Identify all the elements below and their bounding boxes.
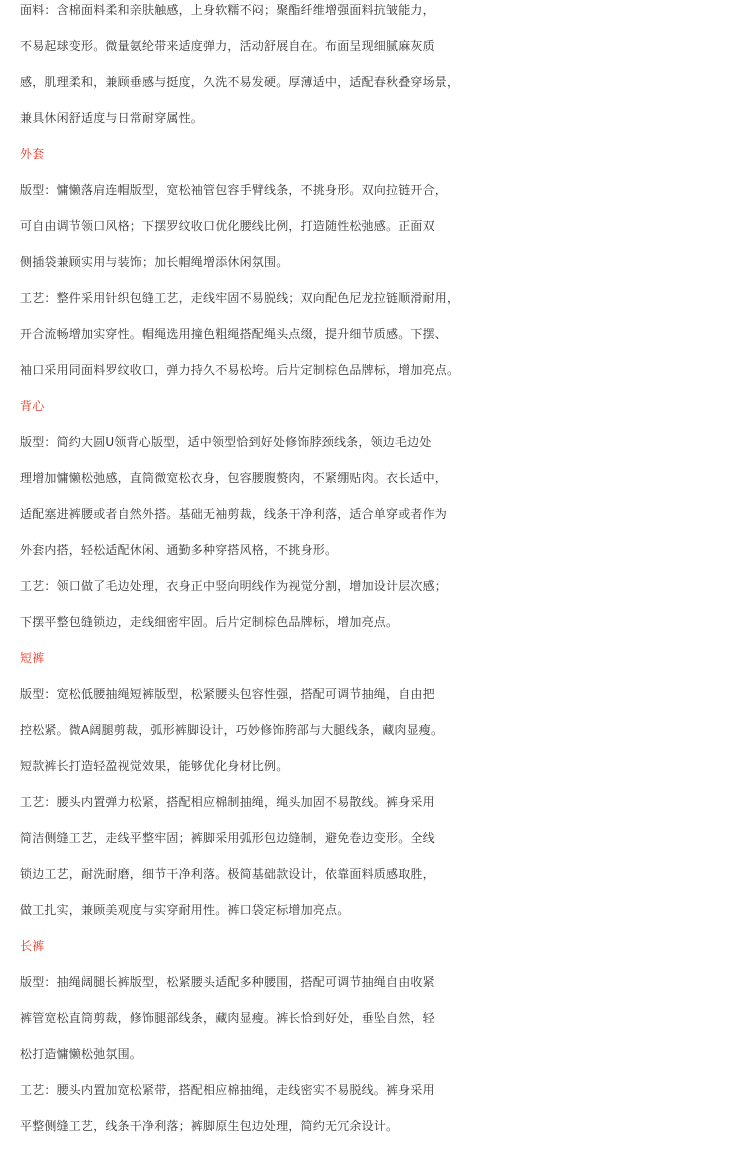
text-line: 简洁侧缝工艺，走线平整牢固；裤脚采用弧形包边缝制，避免卷边变形。全线 [20, 831, 435, 845]
text-line: 做工扎实，兼顾美观度与实穿耐用性。裤口袋定标增加亮点。 [20, 903, 350, 917]
text-line: 平整侧缝工艺，线条干净利落；裤脚原生包边处理，简约无冗余设计。 [20, 1119, 399, 1133]
shorts-section [20, 640, 736, 928]
text-line: 兼具休闲舒适度与日常耐穿属性。 [20, 111, 204, 125]
section-heading-trousers: 长裤 [20, 939, 45, 953]
jacket-section [20, 136, 736, 388]
text-line: 工艺：腰头内置弹力松紧，搭配相应棉制抽绳，绳头加固不易散线。裤身采用 [20, 795, 435, 809]
section-heading-jacket: 外套 [20, 147, 45, 161]
text-line: 工艺：领口做了毛边处理，衣身正中竖向明线作为视觉分割，增加设计层次感； [20, 579, 448, 593]
text-line: 裤管宽松直筒剪裁，修饰腿部线条，藏肉显瘦。裤长恰到好处，垂坠自然，轻 [20, 1011, 435, 1025]
text-line: 理增加慵懒松弛感，直筒微宽松衣身，包容腰腹赘肉，不紧绷贴肉。衣长适中， [20, 471, 448, 485]
fabric-section [20, 0, 736, 136]
text-line: 适配塞进裤腰或者自然外搭。基础无袖剪裁，线条干净利落，适合单穿或者作为 [20, 507, 448, 521]
text-line: 袖口采用同面料罗纹收口，弹力持久不易松垮。后片定制棕色品牌标，增加亮点。 [20, 363, 460, 377]
section-heading-vest: 背心 [20, 399, 45, 413]
text-line: 锁边工艺，耐洗耐磨，细节干净利落。极简基础款设计，依靠面料质感取胜， [20, 867, 435, 881]
text-line: 版型：慵懒落肩连帽版型，宽松袖管包容手臂线条，不挑身形。双向拉链开合， [20, 183, 448, 197]
text-line: 下摆平整包缝锁边，走线细密牢固。后片定制棕色品牌标，增加亮点。 [20, 615, 399, 629]
product-description [20, 0, 736, 1144]
text-line: 短款裤长打造轻盈视觉效果，能够优化身材比例。 [20, 759, 289, 773]
text-line: 版型：抽绳阔腿长裤版型，松紧腰头适配多种腰围，搭配可调节抽绳自由收紧 [20, 975, 435, 989]
vest-section [20, 388, 736, 640]
text-line: 开合流畅增加实穿性。帽绳选用撞色粗绳搭配绳头点缀，提升细节质感。下摆、 [20, 327, 448, 341]
text-line: 松打造慵懒松弛氛围。 [20, 1047, 143, 1061]
text-line: 感，肌理柔和，兼顾垂感与挺度，久洗不易发硬。厚薄适中，适配春秋叠穿场景， [20, 75, 460, 89]
text-line: 工艺：整件采用针织包缝工艺，走线牢固不易脱线；双向配色尼龙拉链顺滑耐用， [20, 291, 460, 305]
text-line: 侧插袋兼顾实用与装饰；加长帽绳增添休闲氛围。 [20, 255, 289, 269]
trousers-section [20, 928, 736, 1144]
text-line: 不易起球变形。微量氨纶带来适度弹力，活动舒展自在。布面呈现细腻麻灰质 [20, 39, 435, 53]
section-heading-shorts: 短裤 [20, 651, 45, 665]
text-line: 外套内搭，轻松适配休闲、通勤多种穿搭风格，不挑身形。 [20, 543, 338, 557]
text-line: 版型：简约大圆U领背心版型，适中领型恰到好处修饰脖颈线条，领边毛边处 [20, 435, 432, 449]
text-line: 面料：含棉面料柔和亲肤触感，上身软糯不闷；聚酯纤维增强面料抗皱能力， [20, 3, 435, 17]
text-line: 版型：宽松低腰抽绳短裤版型，松紧腰头包容性强，搭配可调节抽绳，自由把 [20, 687, 435, 701]
text-line: 可自由调节领口风格；下摆罗纹收口优化腰线比例，打造随性松弛感。正面双 [20, 219, 435, 233]
text-line: 控松紧。微A阔腿剪裁，弧形裤脚设计，巧妙修饰胯部与大腿线条，藏肉显瘦。 [20, 723, 444, 737]
text-line: 工艺：腰头内置加宽松紧带，搭配相应棉抽绳，走线密实不易脱线。裤身采用 [20, 1083, 435, 1097]
